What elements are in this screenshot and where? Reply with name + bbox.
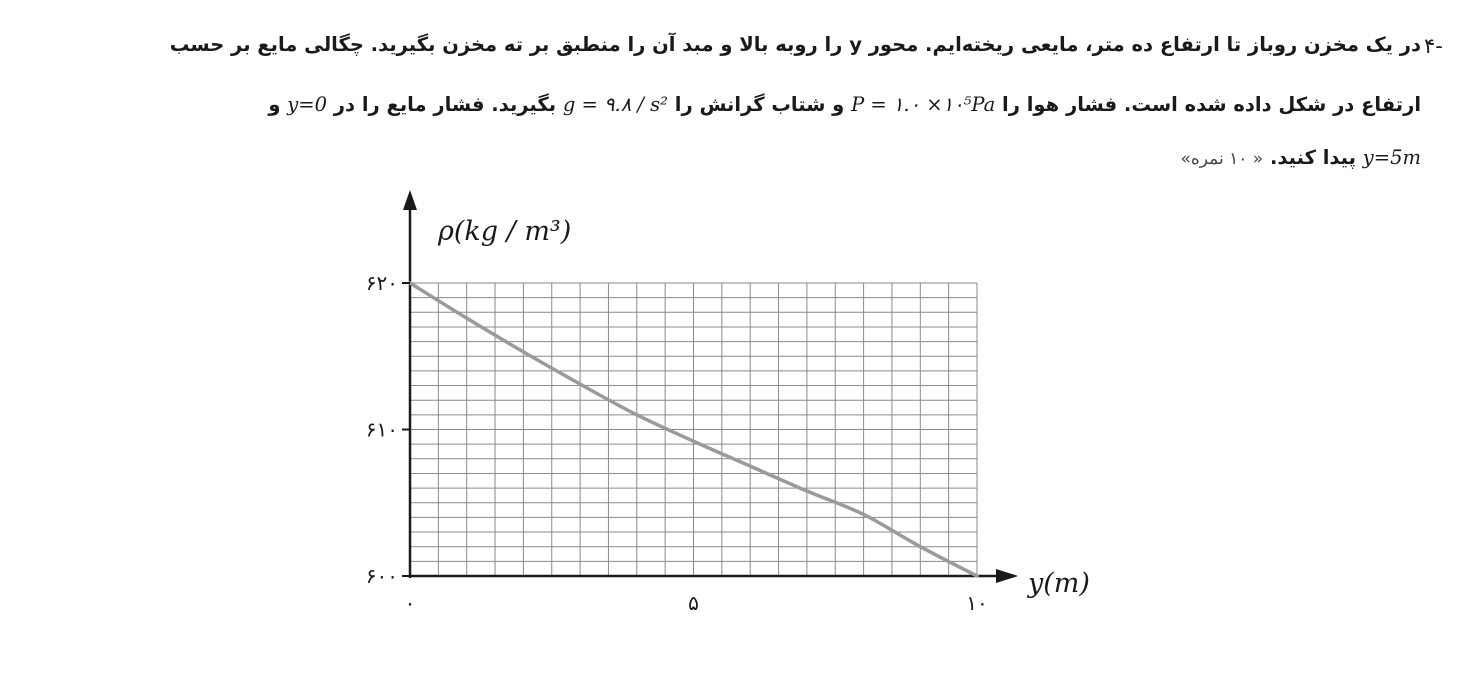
y-axis-arrow xyxy=(403,190,417,210)
question-line-3 xyxy=(1180,146,1421,169)
x-tick-label: ۵ xyxy=(688,591,699,615)
y-tick-label: ۶۲۰ xyxy=(365,271,398,295)
y-tick-label: ۶۰۰ xyxy=(365,564,398,588)
x-tick-label: ۰ xyxy=(404,591,416,615)
score-label: « ۱۰ نمره» xyxy=(1180,149,1264,169)
chart-tick-labels xyxy=(366,271,988,615)
gravity-formula: g = ۹.۸ / s² xyxy=(562,93,668,116)
line2-text-2: و شتاب گرانش را xyxy=(668,93,852,116)
x-tick-label: ۱۰ xyxy=(966,591,988,615)
y-tick-label: ۶۱۰ xyxy=(365,417,398,442)
chart-labels xyxy=(437,216,1090,599)
line2-text-3: بگیرید. فشار مایع را در xyxy=(327,93,563,116)
line2-text-1: ارتفاع در شکل داده شده است. فشار هوا را xyxy=(995,93,1421,116)
y5-formula: y=5m xyxy=(1362,146,1421,169)
x-axis-label: y(m) xyxy=(1028,568,1090,599)
pressure-formula: P = ۱.۰ ×۱۰⁵Pa xyxy=(851,93,996,116)
y0-formula: y=0 xyxy=(287,93,328,116)
density-chart xyxy=(300,180,1140,650)
y-axis-label: ρ(kg / m³) xyxy=(438,216,572,247)
question-line-1: در یک مخزن روباز تا ارتفاع ده متر، مایعی ریخته‌ایم. محور y را روبه بالا و مبد آن را منطبق بر ته مخزن بگیرید. چگالی مایع بر حسب xyxy=(169,33,1421,56)
line2-text-4: و xyxy=(268,93,288,116)
line3-text: پیدا کنید. xyxy=(1263,146,1363,169)
x-axis-arrow xyxy=(996,569,1018,583)
question-number: -۴ xyxy=(1424,34,1443,58)
question-line-2 xyxy=(268,93,1421,116)
